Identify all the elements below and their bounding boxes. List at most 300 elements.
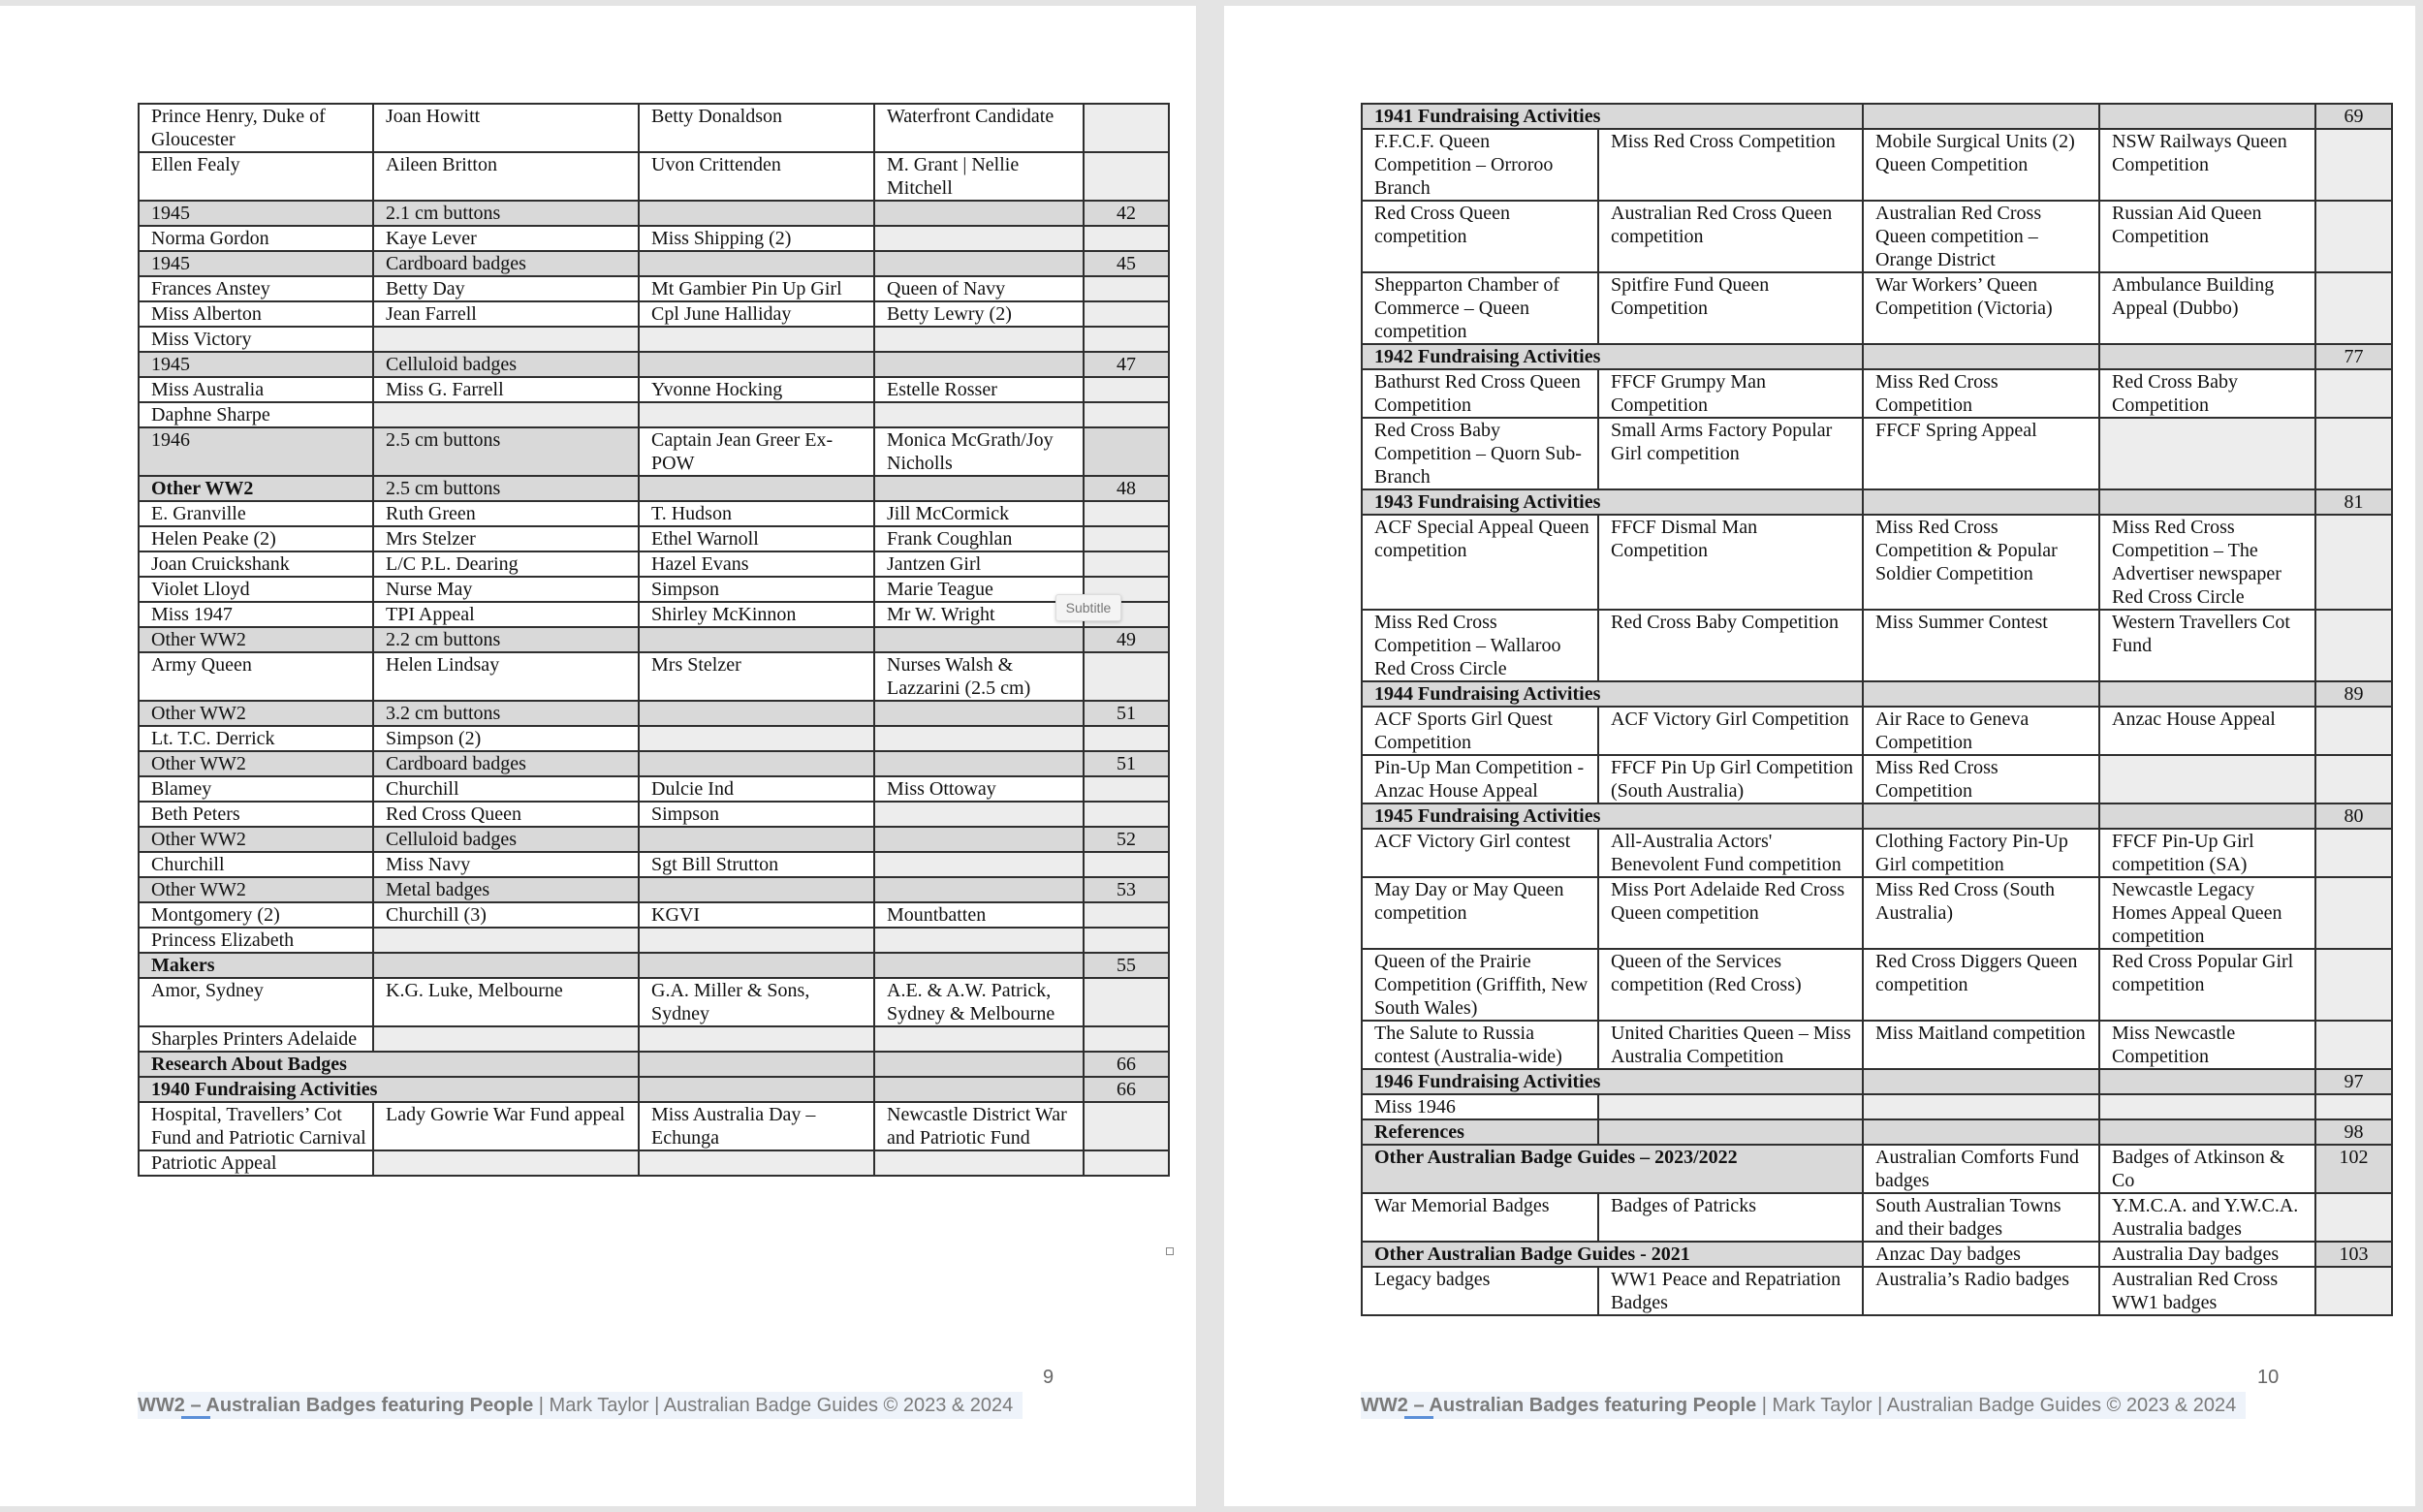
page-ref-cell: 53 <box>1084 877 1169 902</box>
page-ref-cell <box>1084 276 1169 301</box>
table-cell <box>874 201 1084 226</box>
table-cell <box>874 327 1084 352</box>
table-cell: Sgt Bill Strutton <box>639 852 874 877</box>
table-cell <box>639 476 874 501</box>
section-header-row <box>1362 803 2392 829</box>
section-header-row <box>139 751 1169 776</box>
table-cell: Betty Donaldson <box>639 104 874 152</box>
table-cell: Legacy badges <box>1362 1267 1598 1315</box>
table-cell <box>2099 681 2315 707</box>
table-cell: Ambulance Building Appeal (Dubbo) <box>2099 272 2315 344</box>
table-cell: Russian Aid Queen Competition <box>2099 201 2315 272</box>
table-cell: Norma Gordon <box>139 226 373 251</box>
table-cell <box>639 627 874 652</box>
table-cell <box>874 751 1084 776</box>
section-header-row <box>139 627 1169 652</box>
table-cell <box>874 928 1084 953</box>
table-cell <box>874 726 1084 751</box>
table-cell: Miss Red Cross Competition <box>1598 129 1863 201</box>
table-cell: Simpson <box>639 802 874 827</box>
table-cell: E. Granville <box>139 501 373 526</box>
table-cell: Australia Day badges <box>2099 1242 2315 1267</box>
table-cell: Miss Alberton <box>139 301 373 327</box>
table-cell: Miss Red Cross Competition & Popular Soldier Competition <box>1863 515 2099 610</box>
footer-series: WW2 <box>138 1395 185 1416</box>
table-cell: Y.M.C.A. and Y.W.C.A. Australia badges <box>2099 1193 2315 1242</box>
table-row <box>139 577 1169 602</box>
table-row <box>139 377 1169 402</box>
table-row <box>1362 201 2392 272</box>
section-header-row <box>1362 1145 2392 1193</box>
table-cell: Montgomery (2) <box>139 902 373 928</box>
page-ref-cell <box>2315 201 2392 272</box>
table-cell: Beth Peters <box>139 802 373 827</box>
page-ref-cell <box>2315 1094 2392 1119</box>
table-cell: FFCF Pin-Up Girl competition (SA) <box>2099 829 2315 877</box>
table-cell <box>639 751 874 776</box>
table-cell: Australian Red Cross Queen competition <box>1598 201 1863 272</box>
table-cell: Miss 1947 <box>139 602 373 627</box>
table-cell <box>639 1026 874 1052</box>
table-cell: Anzac Day badges <box>1863 1242 2099 1267</box>
table-cell <box>1598 1119 1863 1145</box>
table-cell: Aileen Britton <box>373 152 639 201</box>
page-ref-cell: 89 <box>2315 681 2392 707</box>
page-ref-cell <box>2315 949 2392 1021</box>
table-cell: Miss Port Adelaide Red Cross Queen competition <box>1598 877 1863 949</box>
footer-credits: | Mark Taylor | Australian Badge Guides © 2023 & 2024 <box>533 1395 1014 1416</box>
page-ref-cell <box>2315 418 2392 489</box>
table-cell: Churchill <box>139 852 373 877</box>
style-tooltip: Subtitle <box>1055 594 1121 621</box>
table-cell: Lady Gowrie War Fund appeal <box>373 1102 639 1150</box>
table-cell <box>874 827 1084 852</box>
table-row <box>139 301 1169 327</box>
table-cell: Makers <box>139 953 373 978</box>
table-cell: 1944 Fundraising Activities <box>1362 681 1863 707</box>
section-header-row <box>1362 1242 2392 1267</box>
table-cell: Air Race to Geneva Competition <box>1863 707 2099 755</box>
table-row <box>139 802 1169 827</box>
table-cell <box>373 928 639 953</box>
table-cell: Other WW2 <box>139 827 373 852</box>
page-ref-cell <box>1084 104 1169 152</box>
table-cell: NSW Railways Queen Competition <box>2099 129 2315 201</box>
table-cell: Mountbatten <box>874 902 1084 928</box>
table-cell: 1945 Fundraising Activities <box>1362 803 1863 829</box>
table-row <box>1362 707 2392 755</box>
table-cell: ACF Special Appeal Queen competition <box>1362 515 1598 610</box>
table-cell: Red Cross Baby Competition <box>2099 369 2315 418</box>
page-ref-cell: 51 <box>1084 701 1169 726</box>
table-cell: Jantzen Girl <box>874 551 1084 577</box>
table-row <box>1362 272 2392 344</box>
section-header-row <box>1362 104 2392 129</box>
section-header-row <box>139 877 1169 902</box>
page-ref-cell: 80 <box>2315 803 2392 829</box>
table-cell <box>1863 1069 2099 1094</box>
table-cell: Spitfire Fund Queen Competition <box>1598 272 1863 344</box>
page-ref-cell <box>2315 369 2392 418</box>
table-cell: Lt. T.C. Derrick <box>139 726 373 751</box>
table-cell <box>874 352 1084 377</box>
table-cell: F.F.C.F. Queen Competition – Orroroo Branch <box>1362 129 1598 201</box>
table-cell: Simpson <box>639 577 874 602</box>
table-cell: Marie Teague <box>874 577 1084 602</box>
table-row <box>1362 1094 2392 1119</box>
table-cell: Prince Henry, Duke of Gloucester <box>139 104 373 152</box>
table-cell: 2.2 cm buttons <box>373 627 639 652</box>
page-ref-cell <box>2315 707 2392 755</box>
table-cell <box>2099 104 2315 129</box>
table-cell: Bathurst Red Cross Queen Competition <box>1362 369 1598 418</box>
table-cell: FFCF Pin Up Girl Competition (South Australia) <box>1598 755 1863 803</box>
table-cell: War Workers’ Queen Competition (Victoria) <box>1863 272 2099 344</box>
table-cell <box>1863 344 2099 369</box>
table-cell: Red Cross Diggers Queen competition <box>1863 949 2099 1021</box>
table-cell: Simpson (2) <box>373 726 639 751</box>
table-row <box>1362 1267 2392 1315</box>
section-header-row <box>139 701 1169 726</box>
table-cell: Miss G. Farrell <box>373 377 639 402</box>
table-cell <box>639 701 874 726</box>
table-row <box>1362 418 2392 489</box>
table-cell: Other Australian Badge Guides – 2023/2022 <box>1362 1145 1863 1193</box>
table-cell: K.G. Luke, Melbourne <box>373 978 639 1026</box>
table-cell: South Australian Towns and their badges <box>1863 1193 2099 1242</box>
table-cell: 1945 <box>139 201 373 226</box>
table-cell: Miss Australia Day – Echunga <box>639 1102 874 1150</box>
table-cell: Newcastle District War and Patriotic Fund <box>874 1102 1084 1150</box>
table-row <box>1362 610 2392 681</box>
table-resize-handle[interactable] <box>1166 1247 1174 1255</box>
table-cell <box>874 701 1084 726</box>
section-header-row <box>139 427 1169 476</box>
table-cell: Other WW2 <box>139 476 373 501</box>
table-cell: Metal badges <box>373 877 639 902</box>
page-ref-cell <box>1084 402 1169 427</box>
page-ref-cell: 102 <box>2315 1145 2392 1193</box>
table-cell: 1945 <box>139 251 373 276</box>
table-cell <box>2099 803 2315 829</box>
table-cell <box>874 953 1084 978</box>
table-cell: 2.5 cm buttons <box>373 427 639 476</box>
table-row <box>1362 1193 2392 1242</box>
table-cell <box>874 1150 1084 1176</box>
page-ref-cell <box>1084 776 1169 802</box>
table-cell: War Memorial Badges <box>1362 1193 1598 1242</box>
document-page-10 <box>1224 6 2415 1506</box>
page-ref-cell <box>1084 301 1169 327</box>
table-row <box>139 276 1169 301</box>
table-cell <box>874 476 1084 501</box>
table-cell <box>2099 418 2315 489</box>
table-cell: Queen of the Prairie Competition (Griffith, New South Wales) <box>1362 949 1598 1021</box>
table-cell: TPI Appeal <box>373 602 639 627</box>
page-ref-cell <box>1084 152 1169 201</box>
page-ref-cell: 66 <box>1084 1052 1169 1077</box>
page-ref-cell <box>1084 327 1169 352</box>
document-page-9 <box>0 6 1196 1506</box>
table-cell <box>1863 681 2099 707</box>
table-cell: Army Queen <box>139 652 373 701</box>
contents-table <box>1361 103 2393 1316</box>
table-row <box>139 551 1169 577</box>
table-cell <box>874 226 1084 251</box>
page-ref-cell: 103 <box>2315 1242 2392 1267</box>
table-cell: United Charities Queen – Miss Australia Competition <box>1598 1021 1863 1069</box>
table-row <box>1362 129 2392 201</box>
section-header-row <box>139 827 1169 852</box>
table-cell: Cpl June Halliday <box>639 301 874 327</box>
table-cell <box>2099 344 2315 369</box>
table-row <box>139 327 1169 352</box>
table-cell: Ellen Fealy <box>139 152 373 201</box>
table-cell: Australian Comforts Fund badges <box>1863 1145 2099 1193</box>
page-ref-cell <box>1084 928 1169 953</box>
page-ref-cell: 49 <box>1084 627 1169 652</box>
table-cell <box>373 1026 639 1052</box>
table-cell <box>373 1150 639 1176</box>
table-cell: Australian Red Cross Queen competition – Orange District <box>1863 201 2099 272</box>
page-ref-cell: 45 <box>1084 251 1169 276</box>
table-cell: Ruth Green <box>373 501 639 526</box>
table-row <box>139 501 1169 526</box>
table-cell: Miss Victory <box>139 327 373 352</box>
page-ref-cell <box>1084 1026 1169 1052</box>
table-cell <box>2099 489 2315 515</box>
page-ref-cell <box>1084 1102 1169 1150</box>
table-row <box>1362 369 2392 418</box>
table-row <box>139 978 1169 1026</box>
table-cell: Miss Red Cross Competition – Wallaroo Red Cross Circle <box>1362 610 1598 681</box>
table-cell: Miss Ottoway <box>874 776 1084 802</box>
page-ref-cell <box>1084 551 1169 577</box>
table-cell: Celluloid badges <box>373 352 639 377</box>
table-row <box>139 152 1169 201</box>
table-cell: Jill McCormick <box>874 501 1084 526</box>
table-cell: Red Cross Queen <box>373 802 639 827</box>
page-ref-cell <box>1084 852 1169 877</box>
page-ref-cell <box>2315 1193 2392 1242</box>
table-cell <box>373 953 639 978</box>
table-row <box>1362 949 2392 1021</box>
table-cell <box>639 877 874 902</box>
table-cell: Miss Red Cross Competition – The Advertiser newspaper Red Cross Circle <box>2099 515 2315 610</box>
page-ref-cell <box>1084 501 1169 526</box>
table-cell: Miss Red Cross Competition <box>1863 369 2099 418</box>
page-ref-cell <box>1084 1150 1169 1176</box>
table-cell: Red Cross Baby Competition <box>1598 610 1863 681</box>
table-row <box>139 602 1169 627</box>
table-cell <box>2099 1094 2315 1119</box>
table-cell: Miss Red Cross Competition <box>1863 755 2099 803</box>
page-ref-cell: 42 <box>1084 201 1169 226</box>
table-cell: L/C P.L. Dearing <box>373 551 639 577</box>
table-cell: 1946 <box>139 427 373 476</box>
table-row <box>1362 829 2392 877</box>
table-cell: 1946 Fundraising Activities <box>1362 1069 1863 1094</box>
table-cell <box>874 627 1084 652</box>
section-header-row <box>1362 344 2392 369</box>
table-cell: Nurses Walsh & Lazzarini (2.5 cm) <box>874 652 1084 701</box>
page-ref-cell <box>2315 829 2392 877</box>
table-cell: A.E. & A.W. Patrick, Sydney & Melbourne <box>874 978 1084 1026</box>
table-cell <box>874 1077 1084 1102</box>
table-cell: Sharples Printers Adelaide <box>139 1026 373 1052</box>
table-cell: Mobile Surgical Units (2) Queen Competition <box>1863 129 2099 201</box>
table-cell: Queen of Navy <box>874 276 1084 301</box>
table-cell: G.A. Miller & Sons, Sydney <box>639 978 874 1026</box>
table-cell: Violet Lloyd <box>139 577 373 602</box>
section-header-row <box>139 1052 1169 1077</box>
table-cell: Waterfront Candidate <box>874 104 1084 152</box>
page-ref-cell: 66 <box>1084 1077 1169 1102</box>
table-cell: 3.2 cm buttons <box>373 701 639 726</box>
table-cell: Monica McGrath/Joy Nicholls <box>874 427 1084 476</box>
page-ref-cell <box>2315 877 2392 949</box>
table-cell: 1941 Fundraising Activities <box>1362 104 1863 129</box>
table-cell: Miss Summer Contest <box>1863 610 2099 681</box>
table-row <box>139 526 1169 551</box>
footer-credits: | Mark Taylor | Australian Badge Guides © 2023 & 2024 <box>1756 1395 2237 1416</box>
table-cell <box>1863 1094 2099 1119</box>
table-cell <box>639 327 874 352</box>
table-cell: Badges of Patricks <box>1598 1193 1863 1242</box>
table-cell <box>639 726 874 751</box>
table-cell: Estelle Rosser <box>874 377 1084 402</box>
page-ref-cell <box>2315 755 2392 803</box>
table-cell <box>874 251 1084 276</box>
table-cell <box>639 1052 874 1077</box>
table-cell <box>874 402 1084 427</box>
page-number: 9 <box>1043 1367 1054 1388</box>
table-cell: WW1 Peace and Repatriation Badges <box>1598 1267 1863 1315</box>
table-cell: ACF Victory Girl contest <box>1362 829 1598 877</box>
table-row <box>1362 755 2392 803</box>
table-cell: T. Hudson <box>639 501 874 526</box>
table-cell: Other Australian Badge Guides - 2021 <box>1362 1242 1863 1267</box>
table-row <box>139 928 1169 953</box>
page-ref-cell <box>1084 427 1169 476</box>
section-header-row <box>1362 1069 2392 1094</box>
table-cell <box>639 251 874 276</box>
table-cell: Captain Jean Greer Ex-POW <box>639 427 874 476</box>
table-cell: Churchill (3) <box>373 902 639 928</box>
page-ref-cell <box>2315 129 2392 201</box>
table-cell: Mr W. Wright <box>874 602 1084 627</box>
table-cell: Other WW2 <box>139 701 373 726</box>
table-cell: Churchill <box>373 776 639 802</box>
table-cell: KGVI <box>639 902 874 928</box>
table-cell <box>639 201 874 226</box>
table-row <box>1362 515 2392 610</box>
table-cell: Clothing Factory Pin-Up Girl competition <box>1863 829 2099 877</box>
page-ref-cell: 98 <box>2315 1119 2392 1145</box>
table-cell: Amor, Sydney <box>139 978 373 1026</box>
section-header-row <box>139 476 1169 501</box>
table-cell: Mrs Stelzer <box>639 652 874 701</box>
table-cell: Betty Lewry (2) <box>874 301 1084 327</box>
table-cell: Pin-Up Man Competition - Anzac House Appeal <box>1362 755 1598 803</box>
table-cell: Blamey <box>139 776 373 802</box>
table-cell: ACF Victory Girl Competition <box>1598 707 1863 755</box>
table-cell <box>639 953 874 978</box>
table-cell: FFCF Dismal Man Competition <box>1598 515 1863 610</box>
page-ref-cell <box>2315 272 2392 344</box>
table-cell: Miss 1946 <box>1362 1094 1598 1119</box>
table-row <box>139 1150 1169 1176</box>
table-cell: Anzac House Appeal <box>2099 707 2315 755</box>
table-cell: Small Arms Factory Popular Girl competition <box>1598 418 1863 489</box>
table-cell: Frances Anstey <box>139 276 373 301</box>
table-cell: Dulcie Ind <box>639 776 874 802</box>
table-cell <box>874 852 1084 877</box>
table-row <box>139 104 1169 152</box>
table-cell <box>1863 1119 2099 1145</box>
table-cell <box>373 402 639 427</box>
table-cell: FFCF Spring Appeal <box>1863 418 2099 489</box>
table-cell <box>639 1077 874 1102</box>
page-ref-cell: 97 <box>2315 1069 2392 1094</box>
table-cell: Ethel Warnoll <box>639 526 874 551</box>
table-cell: Princess Elizabeth <box>139 928 373 953</box>
table-cell: Nurse May <box>373 577 639 602</box>
table-cell: Red Cross Queen competition <box>1362 201 1598 272</box>
table-row <box>139 226 1169 251</box>
table-cell <box>1863 104 2099 129</box>
table-cell <box>874 877 1084 902</box>
table-cell: Daphne Sharpe <box>139 402 373 427</box>
table-row <box>139 1026 1169 1052</box>
page-ref-cell: 77 <box>2315 344 2392 369</box>
table-cell: FFCF Grumpy Man Competition <box>1598 369 1863 418</box>
table-cell: Helen Lindsay <box>373 652 639 701</box>
page-footer <box>138 1392 1023 1419</box>
table-cell: May Day or May Queen competition <box>1362 877 1598 949</box>
section-header-row <box>139 201 1169 226</box>
table-cell: Other WW2 <box>139 627 373 652</box>
table-cell: 1943 Fundraising Activities <box>1362 489 1863 515</box>
table-cell: Red Cross Baby Competition – Quorn Sub-Branch <box>1362 418 1598 489</box>
table-cell: Joan Cruickshank <box>139 551 373 577</box>
table-cell: Other WW2 <box>139 751 373 776</box>
table-cell: Betty Day <box>373 276 639 301</box>
page-ref-cell <box>1084 726 1169 751</box>
page-ref-cell <box>2315 610 2392 681</box>
table-cell <box>1863 803 2099 829</box>
table-cell: Hospital, Travellers’ Cot Fund and Patriotic Carnival <box>139 1102 373 1150</box>
table-cell: Patriotic Appeal <box>139 1150 373 1176</box>
table-cell: Kaye Lever <box>373 226 639 251</box>
table-cell: Western Travellers Cot Fund <box>2099 610 2315 681</box>
table-cell <box>874 1026 1084 1052</box>
table-cell: 1940 Fundraising Activities <box>139 1077 639 1102</box>
table-row <box>1362 877 2392 949</box>
table-cell: Miss Navy <box>373 852 639 877</box>
page-ref-cell <box>1084 978 1169 1026</box>
table-row <box>139 402 1169 427</box>
table-cell <box>639 1150 874 1176</box>
table-cell: Miss Australia <box>139 377 373 402</box>
section-header-row <box>139 953 1169 978</box>
table-cell: Cardboard badges <box>373 251 639 276</box>
page-ref-cell <box>1084 226 1169 251</box>
table-row <box>139 652 1169 701</box>
table-cell: M. Grant | Nellie Mitchell <box>874 152 1084 201</box>
table-cell: Queen of the Services competition (Red Cross) <box>1598 949 1863 1021</box>
table-cell: Australia’s Radio badges <box>1863 1267 2099 1315</box>
